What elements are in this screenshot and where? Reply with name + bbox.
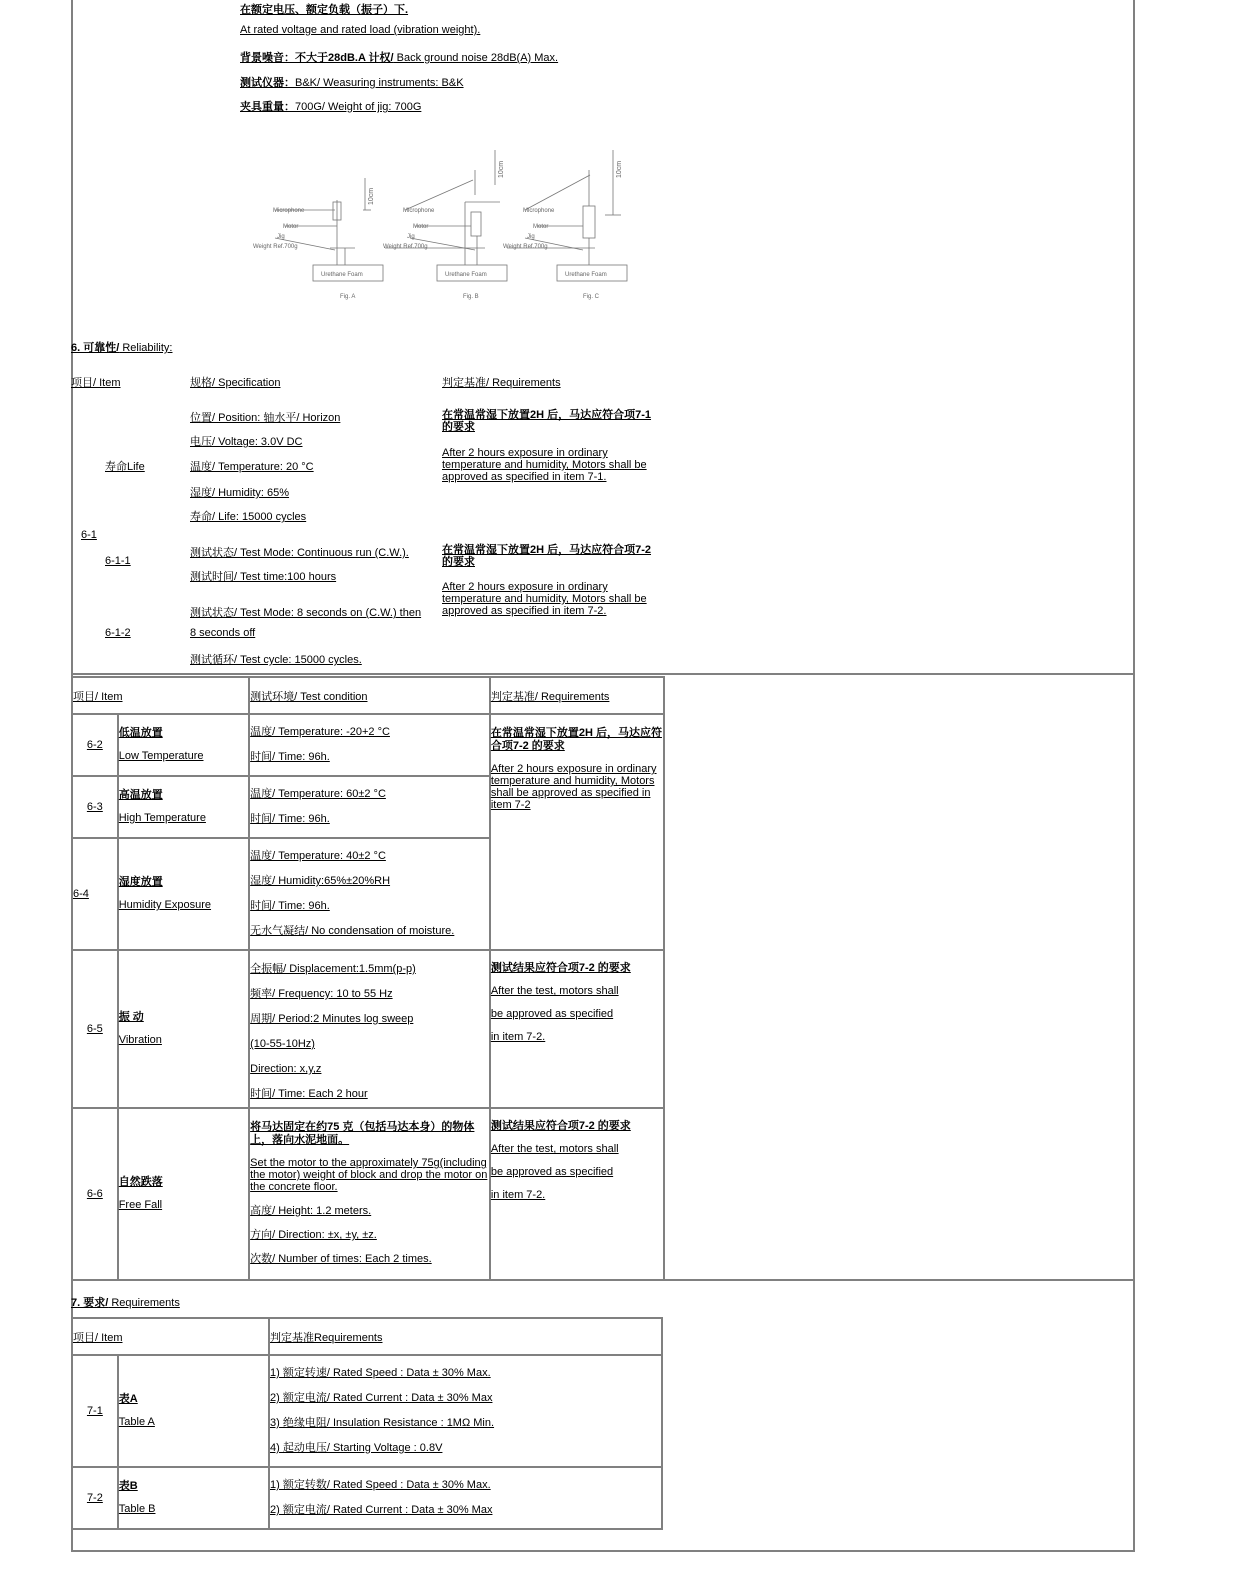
fig-b-jig-label: Jig <box>407 234 415 240</box>
req-line: be approved as specified <box>490 1008 614 1020</box>
env-item-en: Vibration <box>118 1034 162 1046</box>
env-req-temp <box>490 714 664 950</box>
req-1-en: After 2 hours exposure in ordinary temperature and humidity, Motors shall be approved as specified in item 7-1. <box>442 447 647 483</box>
req-col-item: 项目/ Item <box>72 1318 269 1355</box>
env-id: 6-3 <box>72 776 118 838</box>
fig-b-motor-label: Motor <box>413 224 429 230</box>
env-item-cn: 湿度放置 <box>118 876 163 888</box>
env-item-cn: 低温放置 <box>118 727 163 739</box>
env-cond-line: 将马达固定在约75 克（包括马达本身）的物体上，落向水泥地面。 <box>250 1121 475 1146</box>
fig-a-microphone-label: Microphone <box>273 208 305 214</box>
req-item <box>118 1467 269 1529</box>
fig-a-dim-label: 10cm <box>368 187 375 205</box>
env-cond-line: 温度/ Temperature: 60±2 °C <box>250 788 386 800</box>
fig-c-motor-label: Motor <box>533 224 549 230</box>
table-row <box>72 1355 662 1467</box>
section-divider-6 <box>71 673 1135 675</box>
jig-en: 700G/ Weight of jig: 700G <box>295 101 422 113</box>
req-item-en: Table A <box>118 1416 155 1428</box>
env-item-en: Humidity Exposure <box>118 899 212 911</box>
env-cond-line: 全振幅/ Displacement:1.5mm(p-p) <box>250 963 416 975</box>
item-6-1-2: 6-1-2 <box>105 627 131 639</box>
table-row <box>72 1467 662 1529</box>
requirements-heading <box>71 1294 180 1310</box>
env-cond-line: 无水气凝结/ No condensation of moisture. <box>250 925 455 937</box>
item-6-1-1: 6-1-1 <box>105 555 131 567</box>
requirements-heading-en: Requirements <box>108 1297 180 1309</box>
criteria-line: 2) 额定电流/ Rated Current : Data ± 30% Max <box>270 1392 493 1404</box>
intro-line-rated <box>240 1 408 17</box>
env-condition <box>249 714 490 776</box>
env-id: 6-4 <box>72 838 118 950</box>
env-cond-line: 温度/ Temperature: -20+2 °C <box>250 726 390 738</box>
section-divider-7 <box>71 1279 1135 1281</box>
fig-c-caption: Fig. C <box>583 294 600 300</box>
env-cond-line: 次数/ Number of times: Each 2 times. <box>250 1253 432 1265</box>
intro-instrument <box>240 74 464 90</box>
jig-cn: 夹具重量： <box>240 101 295 113</box>
requirements-table <box>71 1317 663 1530</box>
req-line: in item 7-2. <box>490 1031 546 1043</box>
fig-c-microphone-label: Microphone <box>523 208 555 214</box>
fig-a-motor-label: Motor <box>283 224 299 230</box>
criteria-line: 4) 起动电压/ Starting Voltage : 0.8V <box>270 1442 443 1454</box>
table-row <box>72 950 664 1108</box>
fig-b-microphone-label: Microphone <box>403 208 435 214</box>
env-col-item: 项目/ Item <box>72 677 249 714</box>
env-cond-line: 频率/ Frequency: 10 to 55 Hz <box>250 988 393 1000</box>
env-item <box>118 714 249 776</box>
intro-line1: 在额定电压、额定负载（振子）下. <box>240 4 409 16</box>
spec-test-cycle-2: 测试循环/ Test cycle: 15000 cycles. <box>190 654 362 666</box>
intro-line2: At rated voltage and rated load (vibration weight). <box>240 24 481 36</box>
req-item-en: Table B <box>118 1503 156 1515</box>
spec-test-mode-2: 测试状态/ Test Mode: 8 seconds on (C.W.) then <box>190 607 422 619</box>
table-row <box>72 1108 664 1280</box>
req-2-cn: 在常温常湿下放置2H 后，马达应符合项7-2 的要求 <box>442 544 652 568</box>
env-condition <box>249 838 490 950</box>
env-item-en: High Temperature <box>118 812 206 824</box>
spec-test-time-1: 测试时间/ Test time:100 hours <box>190 571 337 583</box>
env-header-row <box>72 677 664 714</box>
criteria-line: 1) 额定转数/ Rated Speed : Data ± 30% Max. <box>270 1479 491 1491</box>
fig-a-foam-label: Urethane Foam <box>321 272 363 278</box>
req-item-cn: 表B <box>118 1480 138 1492</box>
req-line: After the test, motors shall <box>490 1143 619 1155</box>
env-cond-line: 方向/ Direction: ±x, ±y, ±z. <box>250 1229 377 1241</box>
env-item-cn: 振 动 <box>118 1011 144 1023</box>
noise-en: Back ground noise 28dB(A) Max. <box>393 52 559 64</box>
intro-jig-weight <box>240 98 421 114</box>
env-cond-line: 时间/ Time: 96h. <box>250 900 330 912</box>
criteria-line: 3) 绝缘电阻/ Insulation Resistance : 1MΩ Min. <box>270 1417 495 1429</box>
instrument-cn: 测试仪器： <box>240 77 295 89</box>
criteria-line: 2) 额定电流/ Rated Current : Data ± 30% Max <box>270 1504 493 1516</box>
req-line: in item 7-2. <box>490 1189 546 1201</box>
env-condition <box>249 950 490 1108</box>
intro-noise <box>240 49 558 65</box>
env-cond-line: 时间/ Time: 96h. <box>250 813 330 825</box>
env-cond-line: 湿度/ Humidity:65%±20%RH <box>250 875 391 887</box>
env-req-fall <box>490 1108 664 1280</box>
reliability-heading-cn: 6. 可靠性/ <box>71 342 120 354</box>
fig-a-caption: Fig. A <box>340 294 356 300</box>
req-temp-cn: 在常温常湿下放置2H 后，马达应符合项7-2 的要求 <box>490 727 662 752</box>
env-condition <box>249 776 490 838</box>
req-item <box>118 1355 269 1467</box>
spec-temperature: 温度/ Temperature: 20 °C <box>190 461 314 473</box>
fig-a-jig-label: Jig <box>277 234 285 240</box>
req-temp-en: After 2 hours exposure in ordinary temperature and humidity, Motors shall be approved as specified in item 7-2 <box>490 763 657 811</box>
env-item-cn: 高温放置 <box>118 789 163 801</box>
req-item-cn: 表A <box>118 1393 138 1405</box>
env-col-condition: 测试环境/ Test condition <box>249 677 490 714</box>
req-header-row <box>72 1318 662 1355</box>
rel-col-spec: 规格/ Specification <box>190 377 281 389</box>
req-line: be approved as specified <box>490 1166 614 1178</box>
noise-cn: 背景噪音：不大于28dB.A 计权/ <box>240 52 394 64</box>
spec-voltage: 电压/ Voltage: 3.0V DC <box>190 436 303 448</box>
req-2-en: After 2 hours exposure in ordinary temperature and humidity, Motors shall be approved as specified in item 7-2. <box>442 581 647 617</box>
env-cond-line: 高度/ Height: 1.2 meters. <box>250 1205 372 1217</box>
env-col-requirements: 判定基准/ Requirements <box>490 677 664 714</box>
env-cond-line: Set the motor to the approximately 75g(including the motor) weight of block and drop the motor on the concrete floor. <box>250 1157 488 1193</box>
req-line: 测试结果应符合项7-2 的要求 <box>490 962 631 974</box>
fig-b-dim-label: 10cm <box>498 160 505 178</box>
req-id: 7-1 <box>72 1355 118 1467</box>
fig-c-jig-label: Jig <box>527 234 535 240</box>
env-id: 6-5 <box>72 950 118 1108</box>
fig-a-weight-label: Weight Ref.700g <box>253 244 298 250</box>
criteria-line: 1) 额定转速/ Rated Speed : Data ± 30% Max. <box>270 1367 491 1379</box>
env-cond-line: (10-55-10Hz) <box>250 1038 315 1050</box>
req-criteria <box>269 1467 662 1529</box>
fig-c-weight-label: Weight Ref.700g <box>503 244 548 250</box>
reliability-heading-en: Reliability: <box>119 342 173 354</box>
reliability-heading <box>71 339 172 355</box>
env-condition <box>249 1108 490 1280</box>
fig-c-foam-label: Urethane Foam <box>565 272 607 278</box>
env-item <box>118 838 249 950</box>
instrument-en: B&K/ Weasuring instruments: B&K <box>295 77 464 89</box>
req-1-cn: 在常温常湿下放置2H 后，马达应符合项7-1 的要求 <box>442 409 652 433</box>
req-line: After the test, motors shall <box>490 985 619 997</box>
fig-b-foam-label: Urethane Foam <box>445 272 487 278</box>
env-id: 6-6 <box>72 1108 118 1280</box>
env-item <box>118 1108 249 1280</box>
env-id: 6-2 <box>72 714 118 776</box>
spec-life: 寿命/ Life: 15000 cycles <box>190 511 307 523</box>
item-6-1: 6-1 <box>81 529 97 541</box>
spec-position: 位置/ Position: 轴水平/ Horizon <box>190 412 341 424</box>
env-item <box>118 776 249 838</box>
req-id: 7-2 <box>72 1467 118 1529</box>
req-criteria <box>269 1355 662 1467</box>
env-item-cn: 自然跌落 <box>118 1176 163 1188</box>
fig-b-caption: Fig. B <box>463 294 479 300</box>
spec-test-mode-1: 测试状态/ Test Mode: Continuous run (C.W.). <box>190 547 409 559</box>
env-cond-line: 温度/ Temperature: 40±2 °C <box>250 850 386 862</box>
spec-test-mode-2b: 8 seconds off <box>190 627 256 639</box>
rel-col-item: 项目/ Item <box>71 377 121 389</box>
environment-test-table <box>71 676 665 1281</box>
requirements-heading-cn: 7. 要求/ <box>71 1297 109 1309</box>
fig-b-weight-label: Weight Ref.700g <box>383 244 428 250</box>
env-cond-line: 时间/ Time: 96h. <box>250 751 330 763</box>
rel-col-req: 判定基准/ Requirements <box>442 377 561 389</box>
env-cond-line: 周期/ Period:2 Minutes log sweep <box>250 1013 414 1025</box>
req-col-requirements: 判定基准Requirements <box>269 1318 662 1355</box>
table-row <box>72 714 664 776</box>
env-cond-line: Direction: x,y,z <box>250 1063 322 1075</box>
env-cond-line: 时间/ Time: Each 2 hour <box>250 1088 368 1100</box>
fig-c-dim-label: 10cm <box>616 160 623 178</box>
env-item-en: Low Temperature <box>118 750 204 762</box>
test-setup-figure <box>245 140 645 310</box>
env-item-en: Free Fall <box>118 1199 163 1211</box>
env-item <box>118 950 249 1108</box>
life-label: 寿命Life <box>105 461 145 473</box>
env-req-vibration <box>490 950 664 1108</box>
spec-humidity: 湿度/ Humidity: 65% <box>190 487 290 499</box>
req-line: 测试结果应符合项7-2 的要求 <box>490 1120 631 1132</box>
